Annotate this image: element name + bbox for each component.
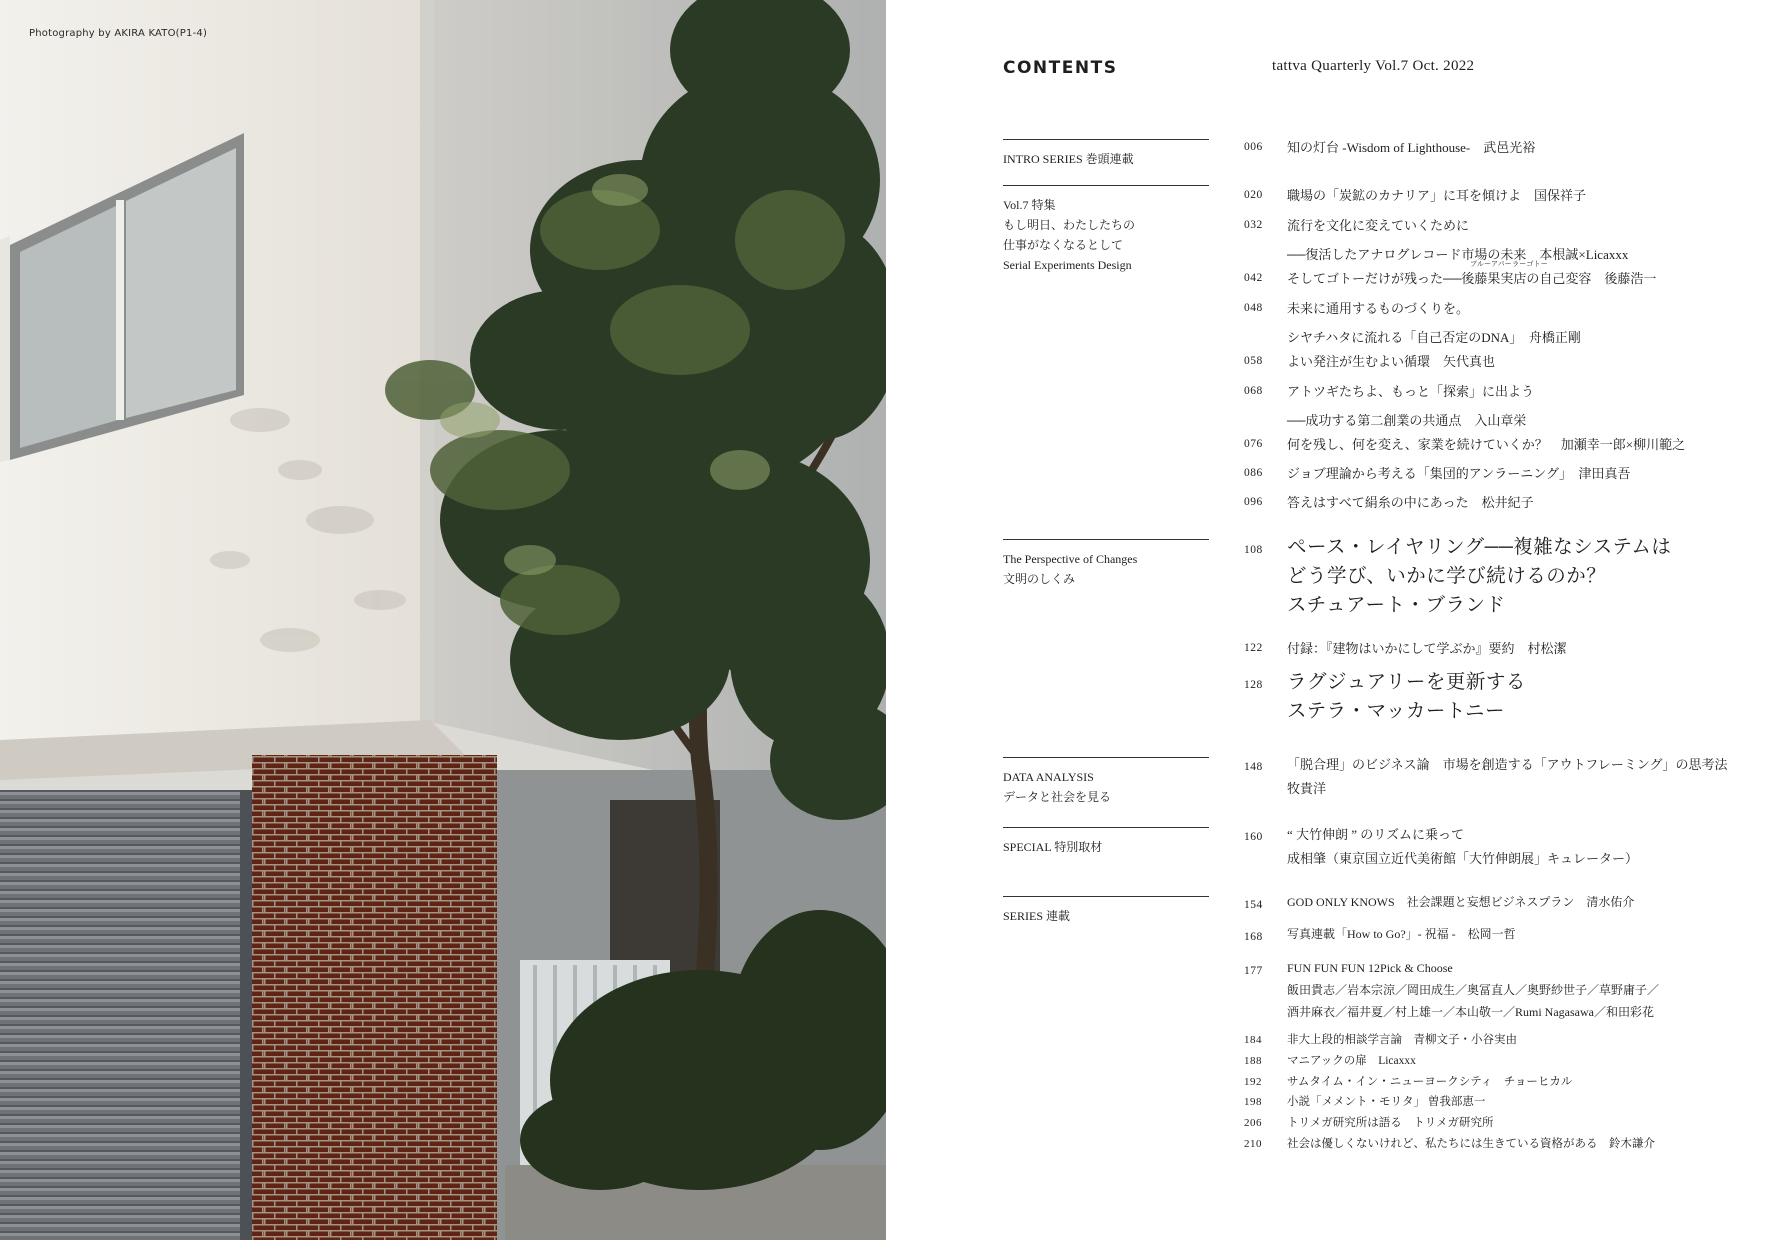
toc-entry[interactable] bbox=[1244, 897, 1634, 913]
page-number: 108 bbox=[1244, 544, 1263, 556]
entry-author: スチュアート・ブランド bbox=[1287, 595, 1506, 616]
toc-entry[interactable] bbox=[1244, 270, 1656, 293]
entry-title: 未来に通用するものづくりを。 bbox=[1287, 301, 1470, 316]
page-number: 148 bbox=[1244, 761, 1263, 773]
page-number: 160 bbox=[1244, 831, 1263, 843]
entry-title: 社会は優しくないけれど、私たちには生きている資格がある 鈴木謙介 bbox=[1287, 1138, 1655, 1150]
issue-label: tattva Quarterly Vol.7 Oct. 2022 bbox=[1272, 58, 1475, 74]
toc-entry[interactable] bbox=[1244, 436, 1685, 459]
toc-entry[interactable] bbox=[1244, 217, 1628, 269]
entry-title-line2: どう学び、いかに学び続けるのか？ bbox=[1287, 566, 1607, 587]
page-number: 154 bbox=[1244, 899, 1263, 911]
toc-entry[interactable] bbox=[1244, 300, 1581, 352]
entry-title: よい発注が生むよい循環 矢代真也 bbox=[1287, 354, 1496, 369]
entry-contributors: 酒井麻衣／福井夏／村上雄一／本山敬一／Rumi Nagasawa／和田彩花 bbox=[1287, 1005, 1654, 1019]
toc-entry[interactable] bbox=[1244, 465, 1630, 488]
page-number: 184 bbox=[1244, 1034, 1262, 1046]
section-feature: Vol.7 特集 もし明日、わたしたちの 仕事がなくなるとして Serial Experiments Design bbox=[1003, 185, 1209, 275]
entry-title: 付録：『建物はいかにして学ぶか』要約 村松潔 bbox=[1287, 641, 1567, 656]
entry-subtitle: シヤチハタに流れる「自己否定のDNA」 舟橋正剛 bbox=[1287, 330, 1581, 345]
section-perspective-of-changes: The Perspective of Changes 文明のしくみ bbox=[1003, 539, 1209, 589]
toc-entry[interactable] bbox=[1244, 1055, 1416, 1072]
toc-entry[interactable] bbox=[1244, 353, 1495, 376]
page-number: 086 bbox=[1244, 467, 1263, 479]
page-number: 206 bbox=[1244, 1117, 1262, 1129]
entry-title: そしてゴトーだけが残った──後藤果実店の自己変容 後藤浩一 bbox=[1287, 271, 1657, 286]
page-number: 068 bbox=[1244, 385, 1263, 397]
entry-subtitle: ──復活したアナログレコード市場の未来 本根誠×Licaxxx bbox=[1287, 247, 1629, 262]
entry-title: アトツギたちよ、もっと「探索」に出よう bbox=[1287, 384, 1535, 399]
toc-entry[interactable] bbox=[1244, 1096, 1485, 1113]
page-number: 058 bbox=[1244, 355, 1263, 367]
entry-title: 職場の「炭鉱のカナリア」に耳を傾けよ 国保祥子 bbox=[1287, 188, 1587, 203]
page-number: 048 bbox=[1244, 302, 1263, 314]
entry-author: 牧貴洋 bbox=[1287, 781, 1327, 796]
entry-title: 非大上段的相談学言論 青柳文子・小谷実由 bbox=[1287, 1034, 1517, 1046]
entry-contributors: 飯田貴志／岩本宗涼／岡田成生／奥冨直人／奥野紗世子／草野庸子／ bbox=[1287, 983, 1660, 997]
entry-title: FUN FUN FUN 12Pick & Choose bbox=[1287, 961, 1453, 975]
toc-entry[interactable] bbox=[1244, 640, 1567, 663]
entry-title: 何を残し、何を変え、家業を続けていくか？ 加瀬幸一郎×柳川範之 bbox=[1287, 437, 1686, 452]
entry-title: ジョブ理論から考える「集団的アンラーニング」 津田真吾 bbox=[1287, 466, 1631, 481]
toc-entry[interactable] bbox=[1244, 1034, 1517, 1051]
entry-title: 写真連載「How to Go?」- 祝福 - 松岡一哲 bbox=[1287, 927, 1516, 941]
toc-entry[interactable] bbox=[1244, 1076, 1572, 1093]
page-number: 032 bbox=[1244, 219, 1263, 231]
entry-title: 流行を文化に変えていくために bbox=[1287, 218, 1470, 233]
page-number: 020 bbox=[1244, 189, 1263, 201]
page-number: 192 bbox=[1244, 1076, 1262, 1088]
page-number: 198 bbox=[1244, 1096, 1262, 1108]
section-intro-series: INTRO SERIES 巻頭連載 bbox=[1003, 139, 1209, 169]
entry-title: “ 大竹伸朗 ” のリズムに乗って bbox=[1287, 827, 1465, 842]
entry-title: ペース・レイヤリング──複雑なシステムは bbox=[1287, 537, 1672, 558]
entry-author: 成相肇（東京国立近代美術館「大竹伸朗展」キュレーター） bbox=[1287, 851, 1639, 866]
page-number: 122 bbox=[1244, 642, 1263, 654]
entry-title: 答えはすべて絹糸の中にあった 松井紀子 bbox=[1287, 495, 1534, 510]
page-number: 177 bbox=[1244, 965, 1263, 977]
page-number: 168 bbox=[1244, 931, 1263, 943]
entry-title: 「脱合理」のビジネス論 市場を創造する「アウトフレーミング」の思考法 bbox=[1287, 757, 1728, 772]
entry-title: サムタイム・イン・ニューヨークシティ チョーヒカル bbox=[1287, 1076, 1573, 1088]
toc-entry[interactable] bbox=[1244, 829, 1638, 871]
toc-entry[interactable] bbox=[1244, 139, 1535, 162]
toc-entry[interactable] bbox=[1244, 1117, 1494, 1134]
page-number: 006 bbox=[1244, 141, 1263, 153]
entry-subtitle: ──成功する第二創業の共通点 入山章栄 bbox=[1287, 413, 1527, 428]
ruby-annotation: ブルーアパーラーゴトー bbox=[1470, 260, 1549, 268]
entry-title: 小説「メメント・モリタ」 曽我部恵一 bbox=[1287, 1096, 1486, 1108]
contents-heading: CONTENTS bbox=[1003, 58, 1118, 78]
entry-title: 知の灯台 -Wisdom of Lighthouse- 武邑光裕 bbox=[1287, 140, 1536, 155]
entry-author: ステラ・マッカートニー bbox=[1287, 701, 1506, 722]
section-series: SERIES 連載 bbox=[1003, 896, 1209, 926]
page-number: 076 bbox=[1244, 438, 1263, 450]
section-data-analysis: DATA ANALYSIS データと社会を見る bbox=[1003, 757, 1209, 807]
toc-entry-feature[interactable] bbox=[1244, 539, 1671, 620]
page-number: 042 bbox=[1244, 272, 1263, 284]
page-number: 188 bbox=[1244, 1055, 1262, 1067]
entry-title: GOD ONLY KNOWS 社会課題と妄想ビジネスプラン 清水佑介 bbox=[1287, 895, 1635, 909]
entry-title: マニアックの扉 Licaxxx bbox=[1287, 1055, 1416, 1067]
section-special: SPECIAL 特別取材 bbox=[1003, 827, 1209, 857]
page-number: 210 bbox=[1244, 1138, 1262, 1150]
toc-entry[interactable] bbox=[1244, 963, 1659, 1023]
page-number: 128 bbox=[1244, 679, 1263, 691]
toc-entry[interactable] bbox=[1244, 494, 1534, 517]
entry-title: トリメガ研究所は語る トリメガ研究所 bbox=[1287, 1117, 1494, 1129]
toc-entry[interactable] bbox=[1244, 929, 1516, 945]
toc-entry[interactable] bbox=[1244, 383, 1534, 435]
toc-entry[interactable] bbox=[1244, 187, 1586, 210]
entry-title: ラグジュアリーを更新する bbox=[1287, 672, 1526, 693]
toc-entry[interactable] bbox=[1244, 759, 1727, 801]
toc-entry-feature[interactable] bbox=[1244, 674, 1526, 726]
page-number: 096 bbox=[1244, 496, 1263, 508]
photo-credit: Photography by AKIRA KATO(P1-4) bbox=[29, 28, 208, 39]
toc-entry[interactable] bbox=[1244, 1138, 1655, 1155]
